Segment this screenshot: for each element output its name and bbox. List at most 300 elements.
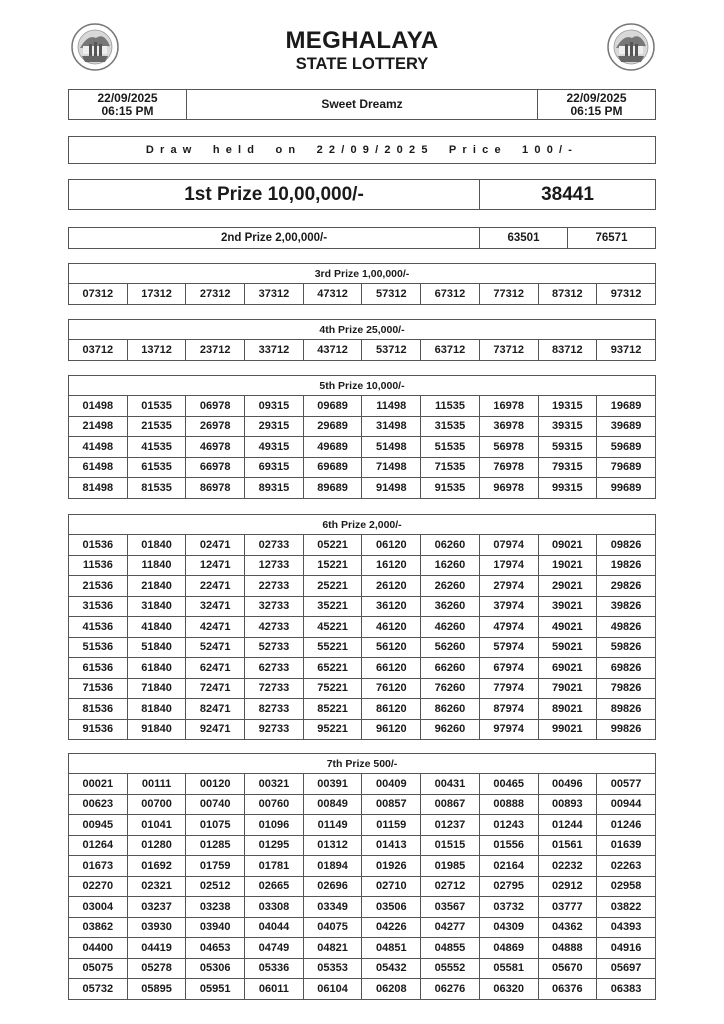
prize-number: 01246 (597, 815, 656, 836)
prize-number: 01312 (303, 835, 362, 856)
prize-number-row (69, 917, 656, 938)
prize-number: 63712 (421, 340, 480, 361)
prize-number: 01159 (362, 815, 421, 836)
prize-number: 01075 (186, 815, 245, 836)
prize-number: 01498 (69, 396, 128, 417)
prize-number: 71536 (69, 678, 128, 699)
prize-number: 31535 (421, 416, 480, 437)
prize-number: 04888 (538, 938, 597, 959)
prize-number: 62471 (186, 658, 245, 679)
prize-number: 49826 (597, 617, 656, 638)
prize-number: 45221 (303, 617, 362, 638)
prize-number: 71498 (362, 457, 421, 478)
prize-number: 76260 (421, 678, 480, 699)
prize-number: 19826 (597, 555, 656, 576)
prize-number: 79689 (597, 457, 656, 478)
first-prize-label: 1st Prize 10,00,000/- (69, 180, 480, 210)
prize-number: 04821 (303, 938, 362, 959)
prize-number: 01244 (538, 815, 597, 836)
prize-number: 03777 (538, 897, 597, 918)
prize-number: 61536 (69, 658, 128, 679)
seventh-prize-label: 7th Prize 500/- (69, 754, 656, 774)
prize-number: 21536 (69, 576, 128, 597)
prize-number: 96978 (479, 478, 538, 499)
prize-number: 87974 (479, 699, 538, 720)
first-prize-table (68, 179, 656, 210)
fifth-prize-table (68, 375, 656, 499)
prize-number: 29021 (538, 576, 597, 597)
prize-number: 00577 (597, 774, 656, 795)
prize-number: 05306 (186, 958, 245, 979)
prize-number: 01556 (479, 835, 538, 856)
prize-number: 00391 (303, 774, 362, 795)
prize-number: 01781 (245, 856, 304, 877)
prize-number: 04226 (362, 917, 421, 938)
prize-number-row (69, 340, 656, 361)
prize-number: 03349 (303, 897, 362, 918)
prize-number: 06320 (479, 979, 538, 1000)
prize-number: 95221 (303, 719, 362, 740)
prize-number: 42733 (245, 617, 304, 638)
page-title: MEGHALAYA (285, 27, 439, 54)
prize-number: 72471 (186, 678, 245, 699)
prize-number-row (69, 576, 656, 597)
prize-number: 04362 (538, 917, 597, 938)
prize-number: 31536 (69, 596, 128, 617)
prize-number: 07312 (69, 284, 128, 305)
prize-number: 43712 (303, 340, 362, 361)
prize-number: 00465 (479, 774, 538, 795)
third-prize-table (68, 263, 656, 305)
prize-number: 91536 (69, 719, 128, 740)
prize-number: 03732 (479, 897, 538, 918)
prize-number: 16978 (479, 396, 538, 417)
prize-number-row (69, 938, 656, 959)
prize-number: 81840 (127, 699, 186, 720)
prize-number: 04869 (479, 938, 538, 959)
prize-number: 96120 (362, 719, 421, 740)
prize-number: 31840 (127, 596, 186, 617)
prize-number: 01413 (362, 835, 421, 856)
prize-number: 09826 (597, 535, 656, 556)
seventh-prize-table (68, 753, 656, 1000)
prize-number: 05732 (69, 979, 128, 1000)
prize-number: 16120 (362, 555, 421, 576)
prize-number: 36978 (479, 416, 538, 437)
prize-number: 62733 (245, 658, 304, 679)
draw-date-left: 22/09/2025 (97, 90, 158, 105)
prize-number: 71535 (421, 457, 480, 478)
prize-number: 33712 (245, 340, 304, 361)
prize-number-row (69, 437, 656, 458)
prize-number: 02471 (186, 535, 245, 556)
prize-number: 51536 (69, 637, 128, 658)
prize-number: 01759 (186, 856, 245, 877)
prize-number: 01096 (245, 815, 304, 836)
prize-number: 77974 (479, 678, 538, 699)
prize-number: 03004 (69, 897, 128, 918)
prize-number: 04309 (479, 917, 538, 938)
prize-number: 49689 (303, 437, 362, 458)
prize-number: 02696 (303, 876, 362, 897)
prize-number: 01280 (127, 835, 186, 856)
prize-number: 41498 (69, 437, 128, 458)
prize-number: 79826 (597, 678, 656, 699)
prize-number: 37312 (245, 284, 304, 305)
fourth-prize-table (68, 319, 656, 361)
prize-number: 05075 (69, 958, 128, 979)
prize-number: 56260 (421, 637, 480, 658)
prize-number: 91535 (421, 478, 480, 499)
prize-number: 09689 (303, 396, 362, 417)
draw-time-right: 06:15 PM (570, 103, 623, 118)
lottery-name: Sweet Dreamz (187, 90, 538, 120)
prize-number: 02958 (597, 876, 656, 897)
prize-number: 89689 (303, 478, 362, 499)
sixth-prize-table (68, 514, 656, 740)
prize-number: 01149 (303, 815, 362, 836)
prize-number: 06276 (421, 979, 480, 1000)
prize-number: 81535 (127, 478, 186, 499)
prize-number: 22733 (245, 576, 304, 597)
prize-number: 92733 (245, 719, 304, 740)
prize-number: 29826 (597, 576, 656, 597)
prize-number: 04400 (69, 938, 128, 959)
prize-number: 01894 (303, 856, 362, 877)
prize-number: 86260 (421, 699, 480, 720)
prize-number-row (69, 897, 656, 918)
prize-number: 89021 (538, 699, 597, 720)
prize-number: 87312 (538, 284, 597, 305)
prize-number: 00740 (186, 794, 245, 815)
prize-number-row (69, 774, 656, 795)
prize-number-row (69, 815, 656, 836)
prize-number: 99315 (538, 478, 597, 499)
prize-number: 06120 (362, 535, 421, 556)
prize-number: 35221 (303, 596, 362, 617)
prize-number: 46978 (186, 437, 245, 458)
prize-number: 01840 (127, 535, 186, 556)
prize-number: 32471 (186, 596, 245, 617)
prize-number: 91498 (362, 478, 421, 499)
draw-time-left: 06:15 PM (101, 103, 154, 118)
prize-number: 06376 (538, 979, 597, 1000)
prize-number: 66260 (421, 658, 480, 679)
prize-number: 41535 (127, 437, 186, 458)
prize-number: 26260 (421, 576, 480, 597)
prize-number-row (69, 794, 656, 815)
prize-number: 00760 (245, 794, 304, 815)
prize-number-row (69, 979, 656, 1000)
prize-number: 37974 (479, 596, 538, 617)
prize-number: 19689 (597, 396, 656, 417)
prize-number: 11498 (362, 396, 421, 417)
fifth-prize-label: 5th Prize 10,000/- (69, 376, 656, 396)
prize-number-row (69, 396, 656, 417)
prize-number: 89315 (245, 478, 304, 499)
prize-number-row (69, 678, 656, 699)
prize-number: 39826 (597, 596, 656, 617)
prize-number: 05221 (303, 535, 362, 556)
prize-number: 11535 (421, 396, 480, 417)
prize-number: 79315 (538, 457, 597, 478)
prize-number-row (69, 284, 656, 305)
prize-number: 25221 (303, 576, 362, 597)
prize-number: 41536 (69, 617, 128, 638)
prize-number: 00893 (538, 794, 597, 815)
prize-number: 46120 (362, 617, 421, 638)
prize-number: 61840 (127, 658, 186, 679)
prize-number: 46260 (421, 617, 480, 638)
prize-number: 00409 (362, 774, 421, 795)
draw-date-right: 22/09/2025 (566, 90, 627, 105)
prize-number: 76120 (362, 678, 421, 699)
prize-number: 00111 (127, 774, 186, 795)
prize-number: 04277 (421, 917, 480, 938)
first-prize-number: 38441 (480, 180, 656, 210)
prize-number: 02164 (479, 856, 538, 877)
prize-number: 31498 (362, 416, 421, 437)
prize-number: 16260 (421, 555, 480, 576)
prize-number-row (69, 478, 656, 499)
prize-number: 05353 (303, 958, 362, 979)
prize-number: 56978 (479, 437, 538, 458)
prize-number: 00431 (421, 774, 480, 795)
prize-number: 00623 (69, 794, 128, 815)
prize-number: 36120 (362, 596, 421, 617)
prize-number: 21840 (127, 576, 186, 597)
prize-number: 82471 (186, 699, 245, 720)
prize-number: 07974 (479, 535, 538, 556)
second-prize-table (68, 227, 656, 249)
prize-number: 57974 (479, 637, 538, 658)
prize-number: 02321 (127, 876, 186, 897)
prize-number-row (69, 658, 656, 679)
prize-number: 81536 (69, 699, 128, 720)
prize-number: 00857 (362, 794, 421, 815)
third-prize-label: 3rd Prize 1,00,000/- (69, 264, 656, 284)
prize-number: 77312 (479, 284, 538, 305)
prize-number: 39315 (538, 416, 597, 437)
prize-number: 01561 (538, 835, 597, 856)
prize-number: 93712 (597, 340, 656, 361)
prize-number: 00849 (303, 794, 362, 815)
prize-number: 03940 (186, 917, 245, 938)
prize-number: 01515 (421, 835, 480, 856)
prize-number: 66978 (186, 457, 245, 478)
prize-number: 02270 (69, 876, 128, 897)
prize-number: 57312 (362, 284, 421, 305)
sixth-prize-label: 6th Prize 2,000/- (69, 515, 656, 535)
prize-number: 06260 (421, 535, 480, 556)
prize-number: 02733 (245, 535, 304, 556)
prize-number: 03862 (69, 917, 128, 938)
prize-number: 61498 (69, 457, 128, 478)
prize-number: 91840 (127, 719, 186, 740)
prize-number: 00496 (538, 774, 597, 795)
prize-number: 26978 (186, 416, 245, 437)
draw-held-text: Draw held on 22/09/2025 Price 100/- (69, 137, 656, 164)
prize-number: 86978 (186, 478, 245, 499)
prize-number-row (69, 958, 656, 979)
prize-number: 02263 (597, 856, 656, 877)
prize-number-row (69, 719, 656, 740)
prize-number: 99021 (538, 719, 597, 740)
prize-number: 36260 (421, 596, 480, 617)
prize-number: 00945 (69, 815, 128, 836)
prize-number: 05951 (186, 979, 245, 1000)
prize-number: 47974 (479, 617, 538, 638)
prize-number: 04075 (303, 917, 362, 938)
prize-number: 01237 (421, 815, 480, 836)
prize-number: 00321 (245, 774, 304, 795)
prize-number: 29689 (303, 416, 362, 437)
prize-number: 22471 (186, 576, 245, 597)
prize-number: 71840 (127, 678, 186, 699)
prize-number: 00700 (127, 794, 186, 815)
prize-number: 86120 (362, 699, 421, 720)
prize-number: 51840 (127, 637, 186, 658)
prize-number: 99826 (597, 719, 656, 740)
prize-number: 02712 (421, 876, 480, 897)
prize-number: 04044 (245, 917, 304, 938)
prize-number: 01536 (69, 535, 128, 556)
prize-number: 12471 (186, 555, 245, 576)
prize-number: 23712 (186, 340, 245, 361)
prize-number: 06104 (303, 979, 362, 1000)
prize-number: 83712 (538, 340, 597, 361)
prize-number: 17312 (127, 284, 186, 305)
prize-number: 92471 (186, 719, 245, 740)
prize-number: 02665 (245, 876, 304, 897)
prize-number: 82733 (245, 699, 304, 720)
prize-number-row (69, 535, 656, 556)
prize-number: 01295 (245, 835, 304, 856)
prize-number: 26120 (362, 576, 421, 597)
prize-number: 06978 (186, 396, 245, 417)
prize-number: 04855 (421, 938, 480, 959)
prize-number: 13712 (127, 340, 186, 361)
draw-datetime-left (69, 90, 187, 120)
prize-number-row (69, 416, 656, 437)
prize-number: 66120 (362, 658, 421, 679)
prize-number: 76978 (479, 457, 538, 478)
prize-number-row (69, 617, 656, 638)
prize-number: 05278 (127, 958, 186, 979)
prize-number: 75221 (303, 678, 362, 699)
prize-number: 06383 (597, 979, 656, 1000)
prize-number: 59021 (538, 637, 597, 658)
prize-number: 01264 (69, 835, 128, 856)
prize-number: 05336 (245, 958, 304, 979)
prize-number: 04653 (186, 938, 245, 959)
prize-number: 17974 (479, 555, 538, 576)
prize-number: 97974 (479, 719, 538, 740)
prize-number: 52471 (186, 637, 245, 658)
prize-number: 01692 (127, 856, 186, 877)
prize-number: 03237 (127, 897, 186, 918)
prize-number: 69315 (245, 457, 304, 478)
prize-number: 06208 (362, 979, 421, 1000)
prize-number: 56120 (362, 637, 421, 658)
prize-number: 02232 (538, 856, 597, 877)
prize-number: 03822 (597, 897, 656, 918)
prize-number: 04393 (597, 917, 656, 938)
page-subtitle: STATE LOTTERY (295, 55, 429, 73)
prize-number: 03308 (245, 897, 304, 918)
prize-number: 21535 (127, 416, 186, 437)
prize-number: 19315 (538, 396, 597, 417)
prize-number: 15221 (303, 555, 362, 576)
prize-number: 67974 (479, 658, 538, 679)
prize-number: 00120 (186, 774, 245, 795)
prize-number: 59689 (597, 437, 656, 458)
second-prize-label: 2nd Prize 2,00,000/- (69, 228, 480, 249)
second-prize-number: 63501 (480, 228, 568, 249)
prize-number: 59826 (597, 637, 656, 658)
prize-number: 21498 (69, 416, 128, 437)
prize-number: 49021 (538, 617, 597, 638)
prize-number: 02710 (362, 876, 421, 897)
prize-number: 00944 (597, 794, 656, 815)
prize-number: 32733 (245, 596, 304, 617)
prize-number: 42471 (186, 617, 245, 638)
prize-number: 03930 (127, 917, 186, 938)
prize-number: 01985 (421, 856, 480, 877)
prize-number: 04749 (245, 938, 304, 959)
prize-number: 05432 (362, 958, 421, 979)
prize-number: 65221 (303, 658, 362, 679)
prize-number: 49315 (245, 437, 304, 458)
prize-number-row (69, 835, 656, 856)
prize-number: 96260 (421, 719, 480, 740)
prize-number-row (69, 637, 656, 658)
prize-number: 53712 (362, 340, 421, 361)
prize-number: 05670 (538, 958, 597, 979)
prize-number: 39021 (538, 596, 597, 617)
prize-number: 01243 (479, 815, 538, 836)
prize-number: 41840 (127, 617, 186, 638)
prize-number: 01285 (186, 835, 245, 856)
prize-number: 04851 (362, 938, 421, 959)
prize-number: 01639 (597, 835, 656, 856)
prize-number: 05895 (127, 979, 186, 1000)
prize-number: 12733 (245, 555, 304, 576)
second-prize-number: 76571 (568, 228, 656, 249)
prize-number: 81498 (69, 478, 128, 499)
prize-number: 03567 (421, 897, 480, 918)
prize-number: 59315 (538, 437, 597, 458)
prize-number: 69021 (538, 658, 597, 679)
prize-number-row (69, 876, 656, 897)
fourth-prize-label: 4th Prize 25,000/- (69, 320, 656, 340)
prize-number: 02795 (479, 876, 538, 897)
prize-number: 03238 (186, 897, 245, 918)
prize-number: 39689 (597, 416, 656, 437)
draw-info-table (68, 89, 656, 120)
prize-number: 00867 (421, 794, 480, 815)
prize-number-row (69, 699, 656, 720)
prize-number: 69826 (597, 658, 656, 679)
prize-number-row (69, 596, 656, 617)
prize-number: 47312 (303, 284, 362, 305)
prize-number: 67312 (421, 284, 480, 305)
prize-number: 04419 (127, 938, 186, 959)
prize-number: 73712 (479, 340, 538, 361)
prize-number: 05581 (479, 958, 538, 979)
prize-number: 51535 (421, 437, 480, 458)
prize-number: 99689 (597, 478, 656, 499)
